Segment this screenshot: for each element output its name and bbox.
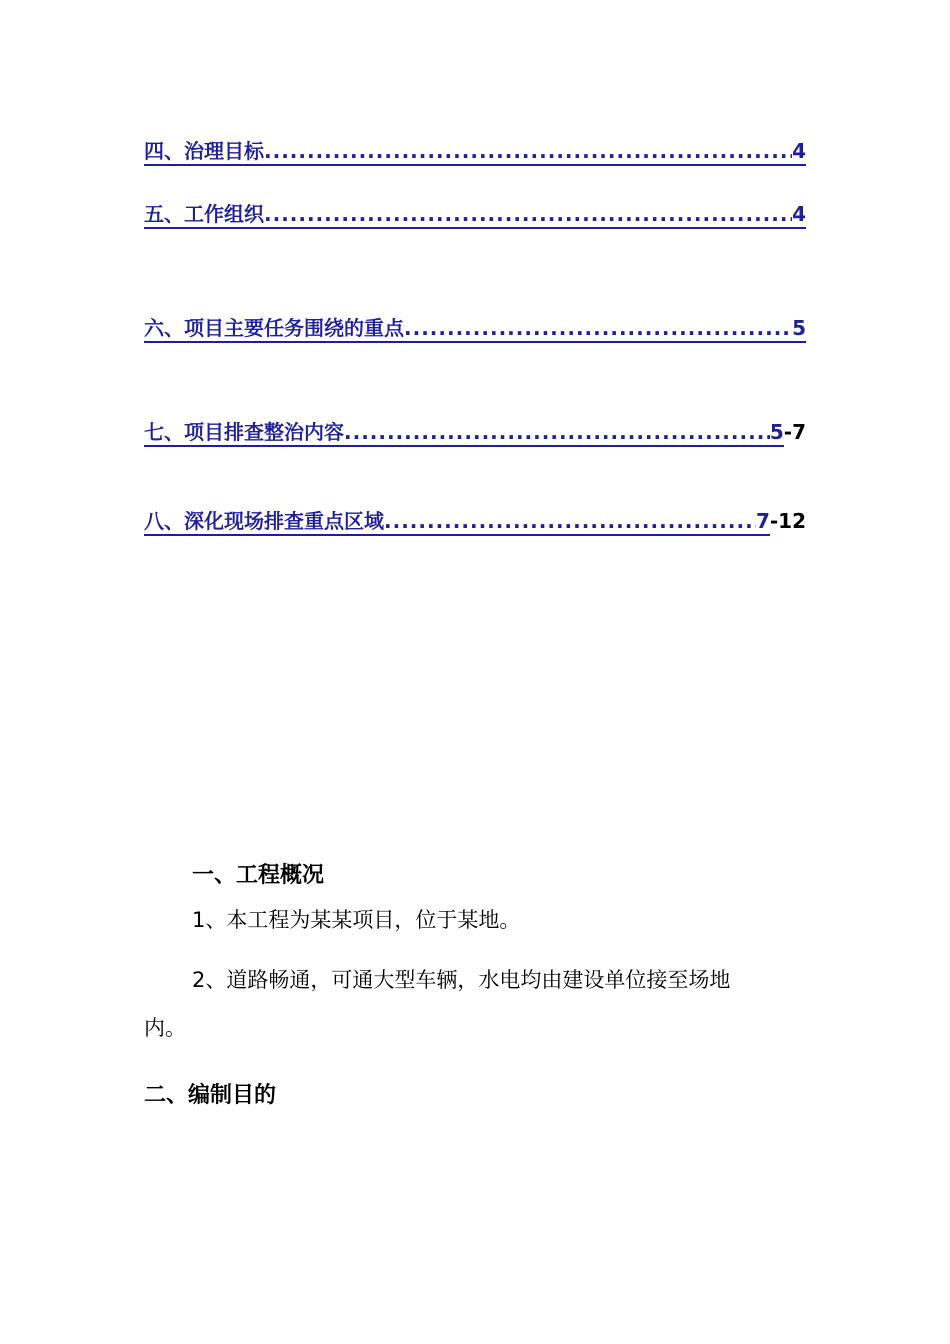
paragraph-road-utilities-line1: 2、道路畅通，可通大型车辆，水电均由建设单位接至场地 [192, 968, 731, 992]
toc-link[interactable] [144, 420, 784, 447]
toc-title: 七、项目排查整治内容 [144, 420, 344, 444]
toc-link[interactable] [144, 139, 806, 166]
toc-entry-key-areas[interactable] [144, 508, 806, 536]
toc-entry-governance-goals[interactable] [144, 138, 806, 166]
toc-title: 四、治理目标 [144, 139, 264, 163]
section-heading-project-overview: 一、工程概况 [192, 863, 325, 888]
toc-page-range-suffix: -7 [783, 420, 806, 444]
toc-leader-dots [264, 202, 792, 226]
toc-page-number: 5 [792, 316, 806, 340]
toc-page-number: 4 [792, 139, 806, 163]
toc-title: 六、项目主要任务围绕的重点 [144, 316, 404, 340]
toc-leader-dots [404, 316, 792, 340]
toc-entry-work-organization[interactable] [144, 201, 806, 229]
toc-page-number: 7 [755, 509, 770, 533]
toc-leader-dots [384, 509, 756, 533]
section-heading-purpose: 二、编制目的 [144, 1083, 277, 1108]
paragraph-road-utilities-line2: 内。 [144, 1016, 186, 1040]
toc-page-number: 5 [769, 420, 784, 444]
toc-link[interactable] [144, 509, 770, 536]
toc-entry-key-tasks[interactable] [144, 315, 806, 343]
toc-title: 八、深化现场排查重点区域 [144, 509, 384, 533]
toc-leader-dots [344, 420, 770, 444]
toc-leader-dots [264, 139, 792, 163]
toc-page-range-suffix: -12 [769, 509, 806, 533]
toc-page-number: 4 [792, 202, 806, 226]
toc-title: 五、工作组织 [144, 202, 264, 226]
paragraph-project-location: 1、本工程为某某项目，位于某地。 [192, 908, 521, 932]
toc-link[interactable] [144, 316, 806, 343]
toc-entry-inspection-content[interactable] [144, 419, 806, 447]
toc-link[interactable] [144, 202, 806, 229]
